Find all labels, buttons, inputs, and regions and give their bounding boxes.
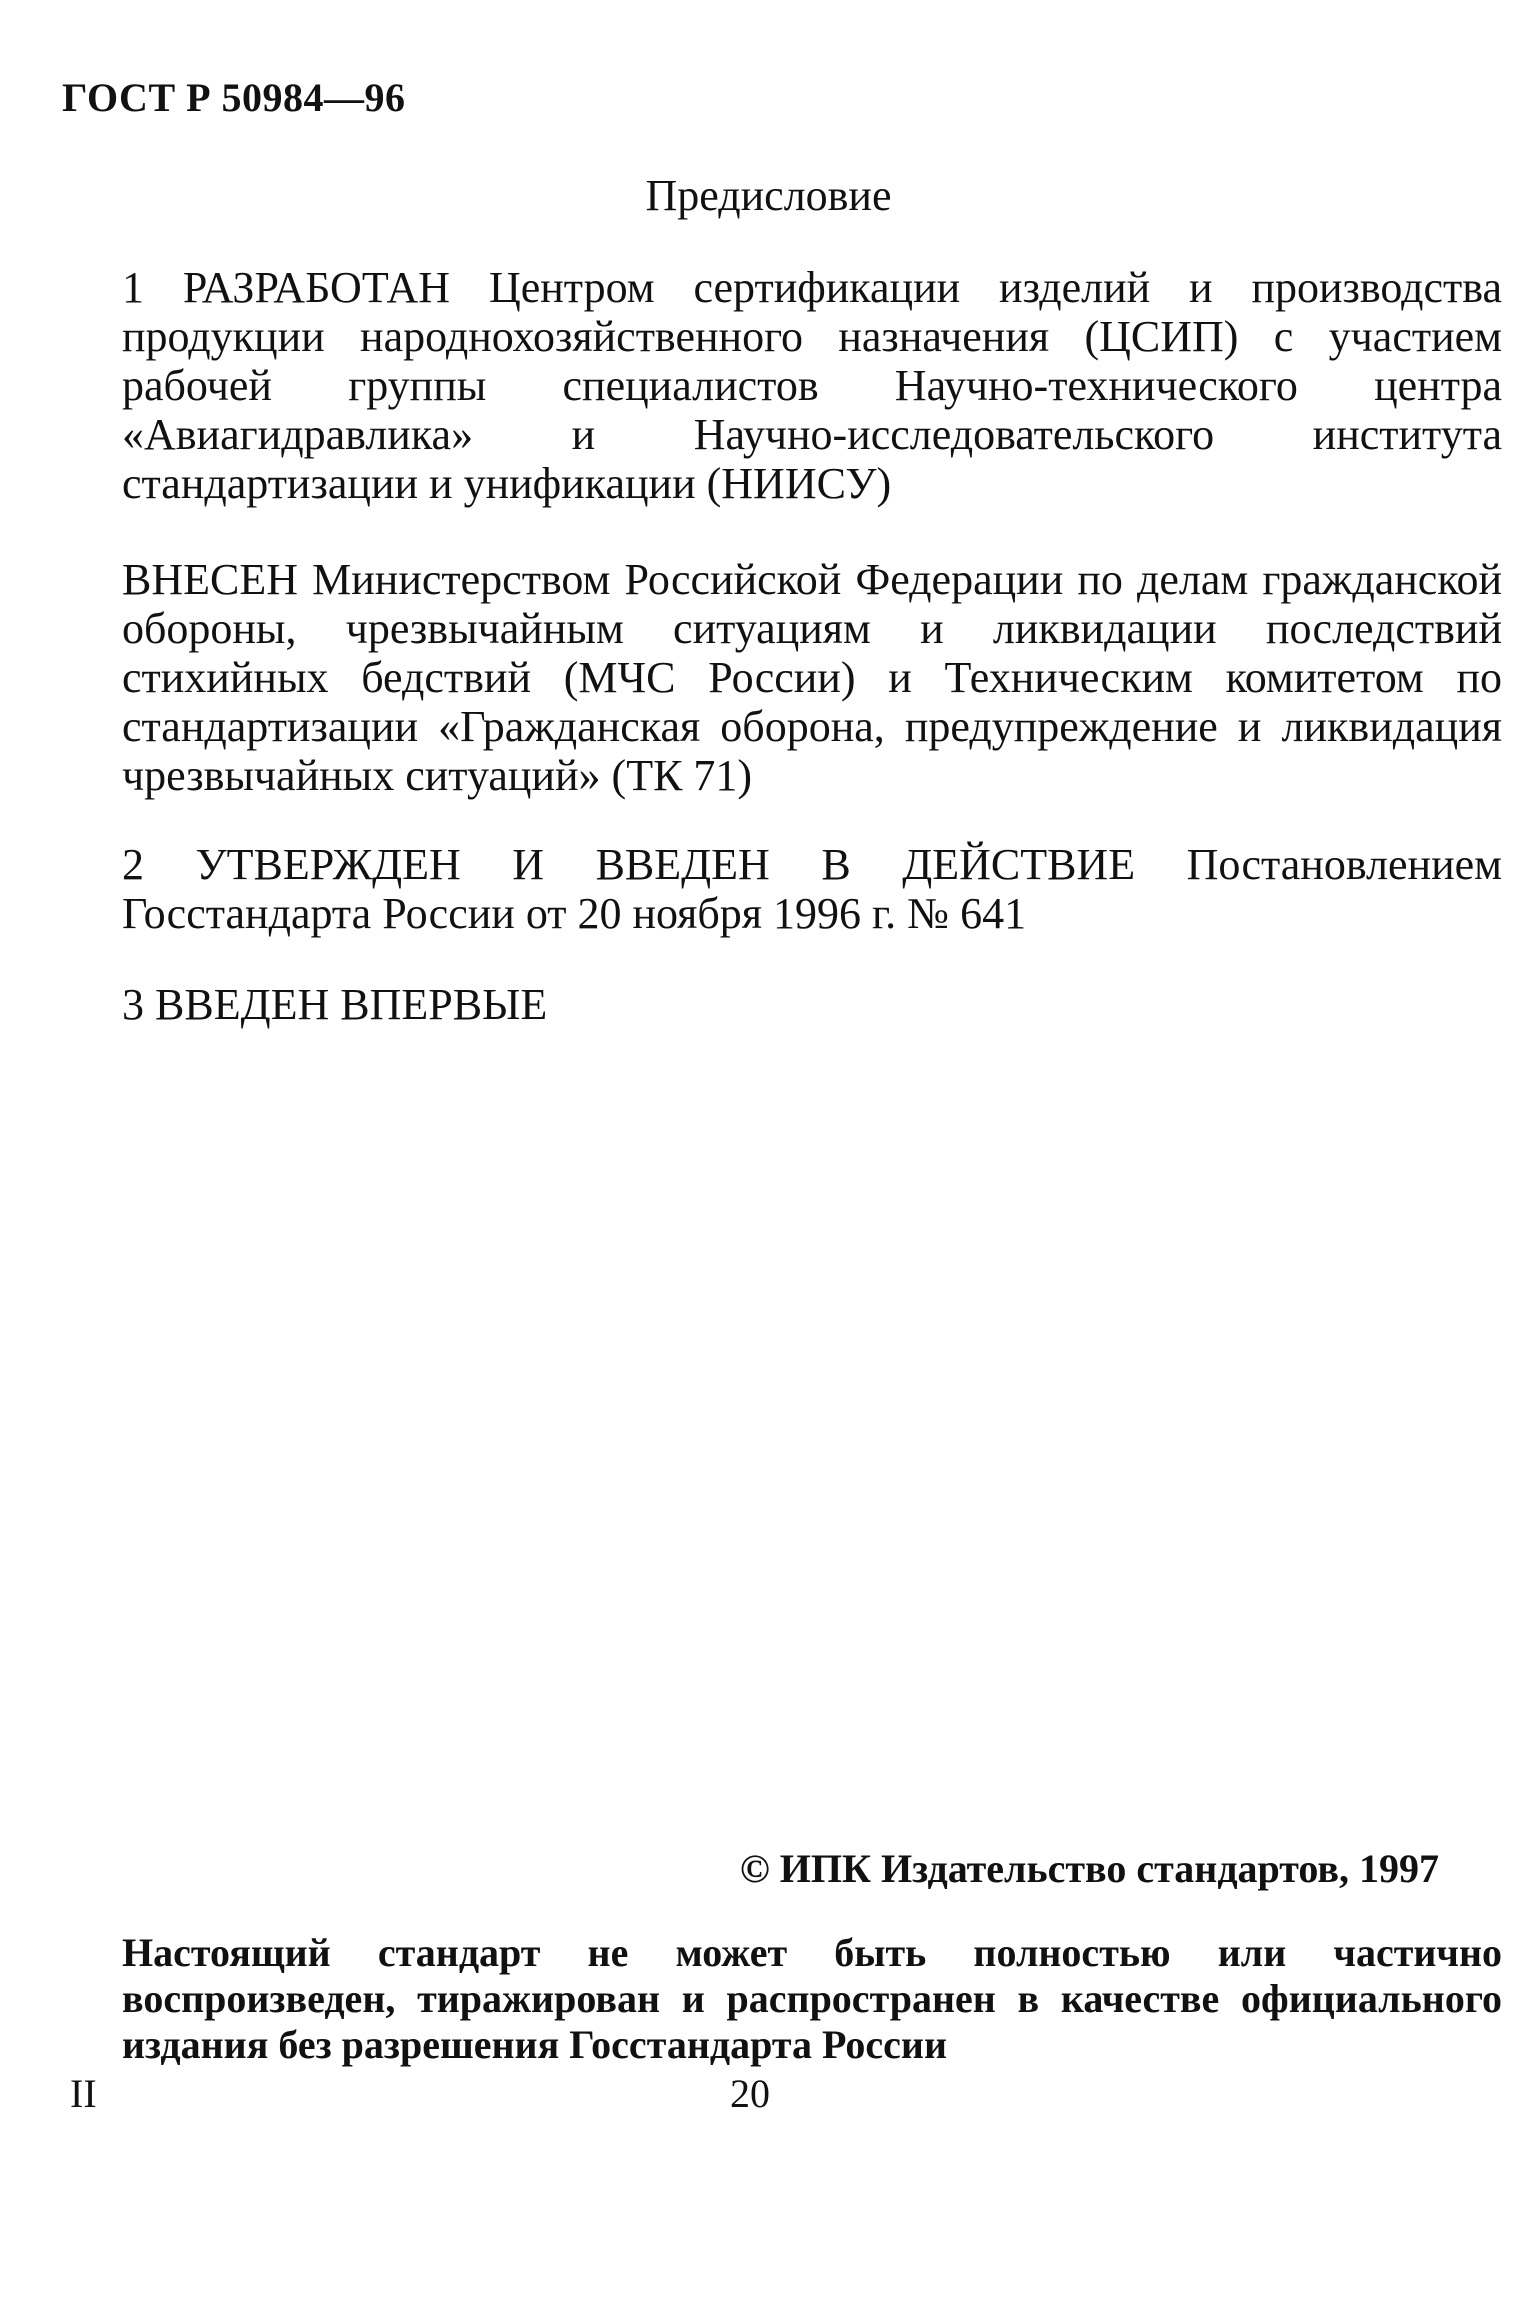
paragraph-lead: РАЗРАБОТАН: [182, 263, 451, 312]
paragraph-approved: [62, 840, 1502, 938]
paragraph-text: Постановлением Госстандарта России от 20 ноября 1996 г. № 641: [122, 840, 1502, 938]
paragraph-developed: [62, 263, 1502, 508]
paragraph-number: 1: [122, 263, 144, 312]
copyright-line: © ИПК Издательство стандартов, 1997: [739, 1846, 1439, 1891]
paragraph-number: 3: [122, 980, 144, 1029]
paragraph-first-introduced: [62, 980, 1502, 1029]
paragraph-lead: ВНЕСЕН: [122, 555, 298, 604]
paragraph-text: Министерством Российской Федерации по делам гражданской обороны, чрезвычайным ситуациям и ликвидации последствий стихийных бедствий (МЧС России) и Техническим комитетом по стандартизации «Гражданская оборона, предупреждение и ликвидация чрезвычайных ситуаций» (ТК 71): [122, 555, 1502, 800]
reproduction-notice: Настоящий стандарт не может быть полностью или частично воспроизведен, тиражирован и распространен в качестве официального издания без разрешения Госстандарта России: [122, 1930, 1502, 2067]
paragraph-lead: ВВЕДЕН ВПЕРВЫЕ: [155, 980, 548, 1029]
paragraph-number: 2: [122, 840, 144, 889]
paragraph-introduced: [62, 555, 1502, 800]
page-number: 20: [730, 2071, 770, 2116]
page-roman-numeral: II: [70, 2071, 97, 2116]
paragraph-lead: УТВЕРЖДЕН И ВВЕДЕН В ДЕЙСТВИЕ: [195, 840, 1136, 889]
section-title: Предисловие: [645, 171, 892, 220]
paragraph-text: Центром сертификации изделий и производства продукции народнохозяйственного назначения (ЦСИП) с участием рабочей группы специалистов Научно-технического центра «Авиагидравлика» и Научно-исследовательского института стандартизации и унификации (НИИСУ): [122, 263, 1503, 508]
document-id-header: ГОСТ Р 50984—96: [62, 75, 406, 120]
